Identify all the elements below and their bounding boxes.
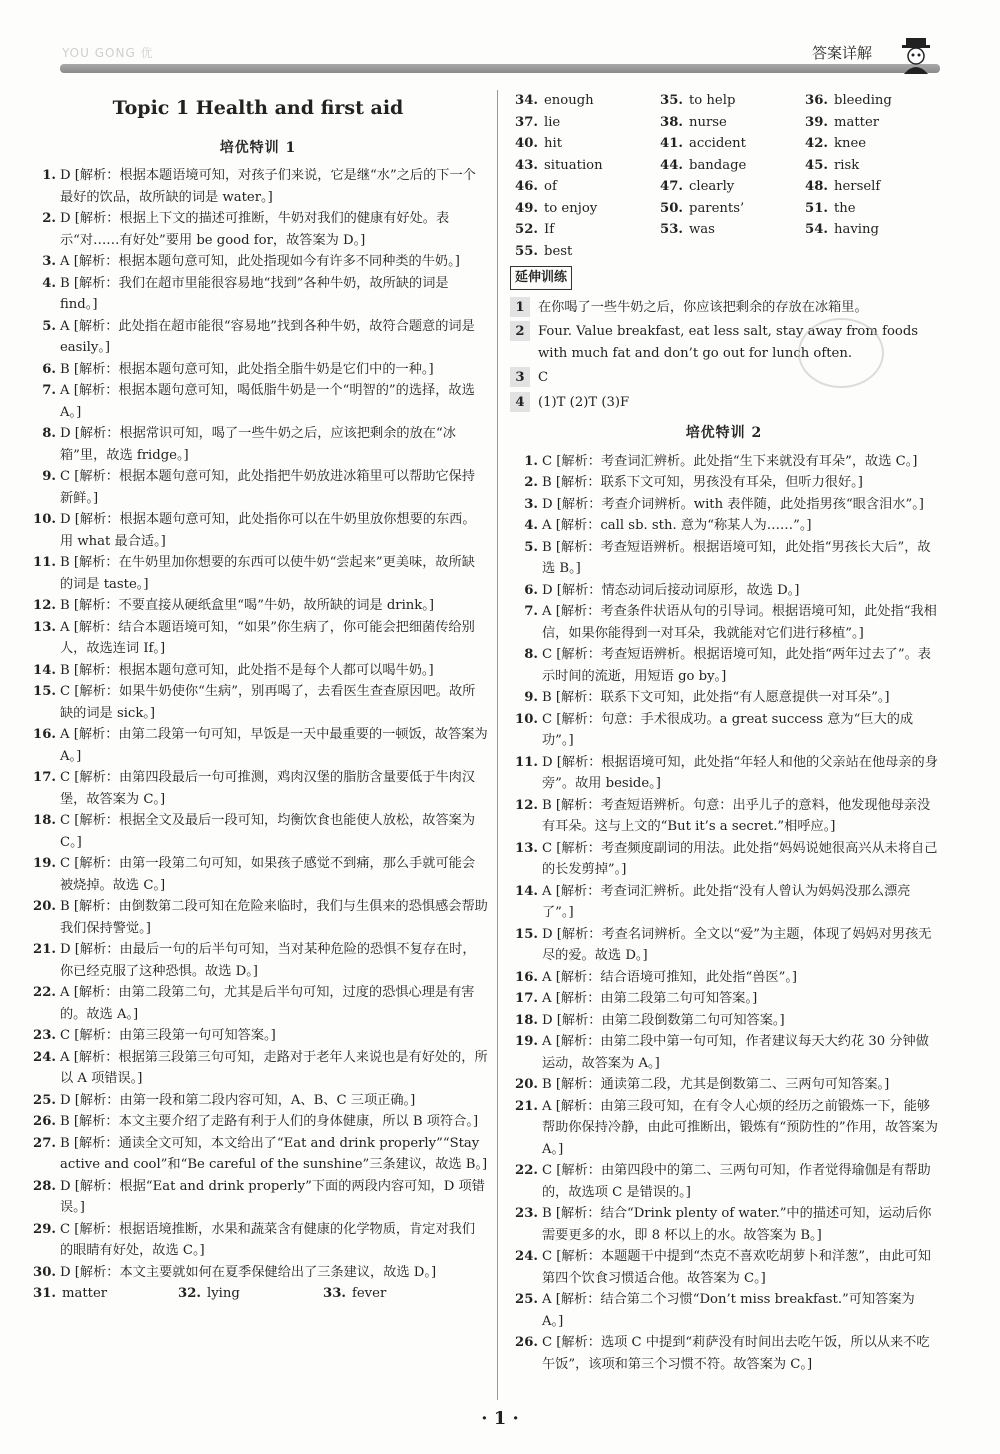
word-text: accident: [689, 136, 746, 151]
answer-text: A [解析：由第二段中第一句可知，作者建议每天大约花 30 分钟做运动，故答案为 A。]: [542, 1034, 929, 1071]
answer-item: [28, 1262, 488, 1284]
word-answer: [800, 198, 938, 220]
answer-number: 12.: [515, 797, 538, 813]
answer-item: [28, 1047, 488, 1090]
extension-title: 延伸训练: [510, 266, 572, 290]
left-column: [28, 90, 488, 1305]
answer-text: A [解析：call sb. sth. 意为“称某人为……”。]: [542, 518, 812, 533]
answer-item: [510, 1074, 938, 1096]
extension-number: 2: [510, 321, 530, 341]
answer-text: A [解析：结合本题语境可知，“如果”你生病了，你可能会把细菌传给别人，故选连词 If。]: [60, 619, 475, 656]
answer-item: [28, 509, 488, 552]
answer-text: A [解析：由第二段第一句可知，早饭是一天中最重要的一顿饭，故答案为 A。]: [60, 727, 488, 764]
answer-item: [510, 1203, 938, 1246]
answer-text: B [解析：通读第二段，尤其是倒数第二、三两句可知答案。]: [542, 1077, 890, 1092]
answer-item: [28, 466, 488, 509]
answer-item: [28, 681, 488, 724]
answer-text: C [解析：根据本题句意可知，此处指把牛奶放进冰箱里可以帮助它保持新鲜。]: [60, 469, 476, 506]
word-answer: [510, 133, 655, 155]
word-number: 33.: [323, 1286, 346, 1301]
word-text: knee: [834, 136, 867, 151]
answer-text: A [解析：此处指在超市能很“容易地”找到各种牛奶，故符合题意的词是 easily。]: [60, 318, 475, 355]
word-answer: [318, 1283, 456, 1305]
answer-item: [510, 988, 938, 1010]
word-answer: [510, 155, 655, 177]
answer-item: [28, 660, 488, 682]
topic-title: Topic 1 Health and first aid: [112, 97, 404, 119]
answer-list-2: [510, 451, 938, 1376]
word-answer: [655, 219, 800, 241]
answer-number: 27.: [33, 1135, 56, 1151]
answer-text: B [解析：结合“Drink plenty of water.”中的描述可知，运动后你需要更多的水，即 8 杯以上的水。故答案为 B。]: [542, 1206, 932, 1243]
right-column: [510, 90, 938, 1375]
answer-text: B [解析：不要直接从硬纸盒里“喝”牛奶，故所缺的词是 drink。]: [60, 598, 435, 613]
answer-item: [28, 896, 488, 939]
answer-text: D [解析：根据本题语境可知，对孩子们来说，它是继“水”之后的下一个最好的饮品，故所缺的词是 water。]: [60, 168, 476, 205]
answer-text: D [解析：考查名词辨析。全文以“爱”为主题，体现了妈妈对男孩无尽的爱。故选 D。]: [542, 926, 932, 963]
answer-text: A [解析：考查词汇辨析。此处指“没有人曾认为妈妈没那么漂亮了”。]: [542, 883, 911, 920]
answer-text: A [解析：根据第三段第三句可知，走路对于老年人来说也是有好处的，所以 A 项错误。]: [60, 1049, 488, 1086]
word-number: 41.: [660, 136, 683, 151]
answer-item: [510, 709, 938, 752]
word-number: 35.: [660, 93, 683, 108]
extension-item: [510, 392, 938, 414]
answer-text: B [解析：考查短语辨析。根据语境可知，此处指“男孩长大后”，故选 B。]: [542, 539, 931, 576]
word-number: 37.: [515, 114, 538, 130]
word-text: fever: [352, 1286, 387, 1301]
answer-text: A [解析：考查条件状语从句的引导词。根据语境可知，此处指“我相信，如果你能得到一对耳朵，我就能对它们进行移植”。]: [542, 604, 937, 641]
answer-item: [510, 838, 938, 881]
answer-text: A [解析：由第二段第二句，尤其是后半句可知，过度的恐惧心理是有害的。故选 A。]: [60, 985, 475, 1022]
section-title-2: 培优特训 2: [685, 425, 763, 441]
answer-item: [28, 380, 488, 423]
answer-item: [510, 881, 938, 924]
extension-number: 4: [510, 392, 530, 412]
answer-item: [28, 724, 488, 767]
answer-number: 11.: [515, 754, 538, 770]
answer-text: B [解析：根据本题句意可知，此处指不是每个人都可以喝牛奶。]: [60, 662, 434, 678]
answer-text: B [解析：联系下文可知，此处指“有人愿意提供一对耳朵”。]: [542, 690, 890, 705]
word-text: the: [834, 200, 856, 216]
word-number: 48.: [805, 179, 828, 194]
answer-item: [510, 1246, 938, 1289]
word-text: lie: [544, 114, 561, 130]
answer-number: 1.: [42, 168, 56, 183]
word-text: lying: [207, 1286, 240, 1301]
section-title-1: 培优特训 1: [219, 139, 297, 156]
answer-text: C [解析：考查频度副词的用法。此处指“妈妈说她很高兴从未将自己的长发剪掉”。]: [542, 840, 938, 877]
answer-text: C [解析：句意：手术很成功。a great success 意为“巨大的成功”。]: [542, 711, 914, 748]
word-answer: [655, 133, 800, 155]
answer-text: B [解析：我们在超市里能很容易地“找到”各种牛奶，故所缺的词是 find。]: [60, 275, 449, 312]
answer-item: [28, 359, 488, 381]
answer-item: [510, 967, 938, 989]
answer-number: 20.: [515, 1077, 538, 1092]
word-number: 39.: [805, 114, 828, 130]
extension-text: Four. Value breakfast, eat less salt, stay away from foods with much fat and don’t go out for lunch often.: [538, 324, 919, 361]
word-text: If: [544, 222, 555, 237]
word-answer: [510, 198, 655, 220]
answer-text: B [解析：根据本题句意可知，此处指全脂牛奶是它们中的一种。]: [60, 361, 434, 377]
answer-number: 21.: [515, 1098, 538, 1114]
answer-number: 11.: [33, 555, 56, 570]
answer-item: [510, 580, 938, 602]
mascot-icon: [896, 36, 936, 76]
answer-item: [510, 1160, 938, 1203]
answer-text: C [解析：如果牛奶使你“生病”，别再喝了，去看医生查查原因吧。故所缺的词是 sick。]: [60, 684, 476, 721]
answer-item: [28, 595, 488, 617]
extension-text: C: [538, 370, 549, 385]
word-answer: [510, 241, 655, 263]
answer-item: [28, 617, 488, 660]
word-text: of: [544, 179, 557, 194]
answer-text: D [解析：根据常识可知，喝了一些牛奶之后，应该把剩余的放在“冰箱”里，故选 fridge。]: [60, 426, 456, 463]
answer-number: 25.: [33, 1092, 56, 1108]
answer-text: A [解析：由第三段可知，在有令人心烦的经历之前锻炼一下，能够帮助你保持冷静，由此可推断出，锻炼有“预防性的”作用，故答案为 A。]: [542, 1098, 938, 1157]
word-text: herself: [834, 179, 881, 194]
answer-text: A [解析：结合语境可推知，此处指“兽医”。]: [542, 969, 798, 985]
answer-number: 15.: [33, 684, 56, 699]
word-answer: [510, 219, 655, 241]
word-answer: [655, 90, 800, 112]
word-text: bandage: [689, 157, 747, 173]
word-number: 38.: [660, 114, 683, 130]
answer-item: [28, 767, 488, 810]
answer-item: [28, 1025, 488, 1047]
answer-number: 15.: [515, 926, 538, 942]
answer-text: B [解析：联系下文可知，男孩没有耳朵，但听力很好。]: [542, 475, 863, 490]
answer-number: 26.: [515, 1335, 538, 1350]
answer-number: 22.: [515, 1163, 538, 1178]
answer-item: [28, 208, 488, 251]
answer-number: 6.: [42, 361, 56, 377]
answer-number: 14.: [515, 883, 538, 899]
answer-number: 16.: [33, 727, 56, 742]
stamp-icon: [798, 318, 884, 388]
answer-number: 18.: [515, 1012, 538, 1028]
answer-item: [510, 515, 938, 537]
word-text: to help: [689, 93, 736, 108]
answer-number: 2.: [524, 475, 538, 490]
word-number: 51.: [805, 200, 828, 216]
answer-number: 10.: [33, 512, 56, 527]
answer-text: D [解析：根据上下文的描述可推断，牛奶对我们的健康有好处。表示“对……有好处”要用 be good for，故答案为 D。]: [60, 211, 450, 248]
answer-item: [510, 795, 938, 838]
answer-item: [28, 810, 488, 853]
answer-number: 23.: [515, 1206, 538, 1221]
answer-number: 24.: [515, 1249, 538, 1264]
answer-item: [510, 601, 938, 644]
answer-item: [28, 165, 488, 208]
answer-number: 25.: [515, 1292, 538, 1307]
answer-text: D [解析：根据本题句意可知，此处指你可以在牛奶里放你想要的东西。用 what 最合适。]: [60, 512, 476, 549]
answer-text: D [解析：本文主要就如何在夏季保健给出了三条建议，故选 D。]: [60, 1264, 437, 1280]
word-answer: [28, 1283, 173, 1305]
word-answer: [510, 112, 655, 134]
answer-number: 16.: [515, 969, 538, 985]
word-answer: [800, 133, 938, 155]
answer-item: [28, 939, 488, 982]
answer-number: 28.: [33, 1178, 56, 1194]
word-answer: [800, 155, 938, 177]
answer-number: 7.: [42, 383, 56, 398]
answer-item: [510, 1010, 938, 1032]
word-number: 55.: [515, 243, 538, 259]
answer-text: B [解析：通读全文可知，本文给出了“Eat and drink properly”“Stay active and cool”和“Be careful of the sunshine”三条建议，故选 B。]: [60, 1135, 488, 1172]
word-answer: [800, 90, 938, 112]
answer-item: [28, 853, 488, 896]
column-divider: [497, 90, 498, 1400]
answer-item: [510, 1289, 938, 1332]
answer-text: A [解析：结合第二个习惯“Don’t miss breakfast.”可知答案为 A。]: [542, 1292, 915, 1329]
word-text: enough: [544, 93, 594, 108]
word-number: 53.: [660, 222, 683, 237]
answer-number: 22.: [33, 985, 56, 1000]
word-number: 40.: [515, 136, 538, 151]
brand-mark: YOU GONG 优: [62, 46, 154, 60]
word-answers-right: [510, 90, 938, 262]
answer-number: 24.: [33, 1049, 56, 1065]
answer-text: C [解析：由第一段第二句可知，如果孩子感觉不到痛，那么手就可能会被烧掉。故选 C。]: [60, 856, 476, 893]
word-number: 52.: [515, 222, 538, 237]
answer-number: 5.: [42, 318, 56, 334]
answer-number: 7.: [524, 604, 538, 619]
answer-number: 4.: [524, 518, 538, 533]
answer-text: A [解析：根据本题句意可知，喝低脂牛奶是一个“明智的”的选择，故选 A。]: [60, 383, 475, 420]
answer-text: C [解析：由第三段第一句可知答案。]: [60, 1028, 276, 1043]
word-text: to enjoy: [544, 200, 598, 216]
answer-text: C [解析：根据全文及最后一段可知，均衡饮食也能使人放松，故答案为 C。]: [60, 813, 476, 850]
word-number: 54.: [805, 222, 828, 237]
answer-item: [28, 423, 488, 466]
answer-item: [510, 687, 938, 709]
answer-number: 2.: [42, 211, 56, 226]
word-answer: [800, 112, 938, 134]
word-text: was: [689, 222, 715, 237]
answer-text: A [解析：由第二段第二句可知答案。]: [542, 991, 758, 1006]
answer-item: [28, 1133, 488, 1176]
answer-item: [510, 924, 938, 967]
answer-text: D [解析：根据语境可知，此处指“年轻人和他的父亲站在他母亲的身旁”。故用 beside。]: [542, 754, 938, 791]
answer-number: 26.: [33, 1114, 56, 1129]
answer-number: 13.: [33, 619, 56, 635]
word-text: clearly: [689, 179, 735, 194]
answer-number: 23.: [33, 1028, 56, 1043]
word-text: risk: [834, 157, 860, 173]
word-number: 36.: [805, 93, 828, 108]
word-number: 31.: [33, 1286, 56, 1301]
answer-text: D [解析：由第二段倒数第二句可知答案。]: [542, 1012, 785, 1028]
answer-number: 21.: [33, 942, 56, 957]
word-answers-left: [28, 1283, 488, 1305]
answer-number: 19.: [33, 856, 56, 871]
answer-item: [510, 1031, 938, 1074]
page-header: [0, 0, 1000, 80]
answer-text: C [解析：考查短语辨析。根据语境可知，此处指“两年过去了”。表示时间的流逝，用短语 go by。]: [542, 647, 931, 684]
extension-text: 在你喝了一些牛奶之后，你应该把剩余的存放在冰箱里。: [538, 299, 868, 315]
answer-item: [510, 537, 938, 580]
answer-item: [28, 982, 488, 1025]
answer-text: B [解析：本文主要介绍了走路有利于人们的身体健康，所以 B 项符合。]: [60, 1114, 479, 1129]
answer-number: 9.: [42, 469, 56, 484]
word-text: having: [834, 222, 879, 237]
answer-item: [510, 1096, 938, 1161]
answer-text: B [解析：考查短语辨析。句意：出乎儿子的意料，他发现他母亲没有耳朵。这与上文的“But it’s a secret.”相呼应。]: [542, 797, 931, 834]
answer-text: A [解析：根据本题句意可知，此处指现如今有许多不同种类的牛奶。]: [60, 254, 460, 269]
answer-item: [28, 1090, 488, 1112]
answer-text: B [解析：由倒数第二段可知在危险来临时，我们与生俱来的恐惧感会帮助我们保持警觉。]: [60, 899, 488, 936]
extension-number: 1: [510, 297, 530, 317]
answer-text: D [解析：根据“Eat and drink properly”下面的两段内容可知，D 项错误。]: [60, 1178, 485, 1215]
answer-item: [28, 1111, 488, 1133]
word-text: parents’: [689, 200, 745, 216]
answer-text: D [解析：由最后一句的后半句可知，当对某种危险的恐惧不复存在时，你已经克服了这种恐惧。故选 D。]: [60, 942, 476, 979]
answer-number: 6.: [524, 582, 538, 598]
answer-number: 8.: [524, 647, 538, 662]
answer-item: [28, 251, 488, 273]
answer-text: C [解析：本题题干中提到“杰克不喜欢吃胡萝卜和洋葱”，由此可知第四个饮食习惯适合他。故答案为 C。]: [542, 1249, 931, 1286]
word-answer: [510, 176, 655, 198]
answer-text: D [解析：情态动词后接动词原形，故选 D。]: [542, 582, 800, 598]
answer-number: 18.: [33, 813, 56, 828]
header-title: 答案详解: [812, 44, 873, 62]
answer-item: [510, 752, 938, 795]
word-text: matter: [834, 114, 880, 130]
answer-number: 19.: [515, 1034, 538, 1049]
word-answer: [173, 1283, 318, 1305]
answer-item: [28, 273, 488, 316]
answer-number: 3.: [524, 496, 538, 512]
word-number: 44.: [660, 157, 683, 173]
answer-item: [28, 552, 488, 595]
answer-number: 5.: [524, 539, 538, 555]
answer-item: [28, 1176, 488, 1219]
word-answer: [655, 176, 800, 198]
answer-text: B [解析：在牛奶里加你想要的东西可以使牛奶“尝起来”更美味，故所缺的词是 taste。]: [60, 555, 475, 592]
answer-number: 30.: [33, 1264, 56, 1280]
word-answer: [800, 176, 938, 198]
answer-number: 9.: [524, 690, 538, 705]
answer-text: C [解析：考查词汇辨析。此处指“生下来就没有耳朵”，故选 C。]: [542, 453, 918, 469]
answer-item: [510, 494, 938, 516]
answer-item: [28, 1219, 488, 1262]
word-number: 32.: [178, 1286, 201, 1301]
word-number: 47.: [660, 179, 683, 194]
header-bar: [60, 64, 940, 73]
answer-text: D [解析：考查介词辨析。with 表伴随，此处指男孩“眼含泪水”。]: [542, 496, 924, 512]
word-text: matter: [62, 1286, 108, 1301]
answer-item: [510, 451, 938, 473]
word-number: 45.: [805, 157, 828, 173]
answer-number: 4.: [42, 275, 56, 291]
answer-item: [510, 472, 938, 494]
answer-number: 13.: [515, 840, 538, 856]
word-number: 43.: [515, 157, 538, 173]
word-number: 49.: [515, 200, 538, 216]
answer-text: C [解析：由第四段最后一句可推测，鸡肉汉堡的脂肪含量要低于牛肉汉堡，故答案为 C。]: [60, 770, 476, 807]
answer-item: [510, 1332, 938, 1375]
answer-text: C [解析：根据语境推断，水果和蔬菜含有健康的化学物质，肯定对我们的眼睛有好处，故选 C。]: [60, 1221, 476, 1258]
word-answer: [655, 112, 800, 134]
answer-text: C [解析：由第四段中的第二、三两句可知，作者觉得瑜伽是有帮助的，故选项 C 是错误的。]: [542, 1163, 931, 1200]
extension-text: (1)T (2)T (3)F: [538, 394, 630, 410]
word-answer: [655, 198, 800, 220]
page-number: · 1 ·: [481, 1408, 519, 1429]
answer-number: 10.: [515, 711, 538, 727]
answer-number: 1.: [524, 453, 538, 469]
answer-number: 20.: [33, 899, 56, 914]
answer-number: 8.: [42, 426, 56, 441]
word-text: nurse: [689, 114, 727, 130]
word-number: 42.: [805, 136, 828, 151]
word-number: 34.: [515, 93, 538, 108]
answer-item: [28, 316, 488, 359]
word-text: hit: [544, 136, 563, 151]
answer-number: 12.: [33, 598, 56, 613]
answer-number: 3.: [42, 254, 56, 269]
word-answer: [655, 155, 800, 177]
answer-text: C [解析：选项 C 中提到“莉萨没有时间出去吃午饭，所以从来不吃午饭”，该项和第三个习惯不符。故答案为 C。]: [542, 1335, 930, 1372]
extension-number: 3: [510, 367, 530, 387]
word-text: situation: [544, 157, 603, 173]
answer-text: D [解析：由第一段和第二段内容可知，A、B、C 三项正确。]: [60, 1092, 416, 1108]
answer-number: 17.: [33, 770, 56, 785]
answer-list-1: [28, 165, 488, 1283]
answer-number: 14.: [33, 662, 56, 678]
word-number: 50.: [660, 200, 683, 216]
answer-item: [510, 644, 938, 687]
word-number: 46.: [515, 179, 538, 194]
word-answer: [510, 90, 655, 112]
answer-number: 29.: [33, 1221, 56, 1237]
extension-item: [510, 297, 938, 319]
word-answer: [800, 219, 938, 241]
answer-number: 17.: [515, 991, 538, 1006]
word-text: best: [544, 243, 573, 259]
word-text: bleeding: [834, 93, 892, 108]
